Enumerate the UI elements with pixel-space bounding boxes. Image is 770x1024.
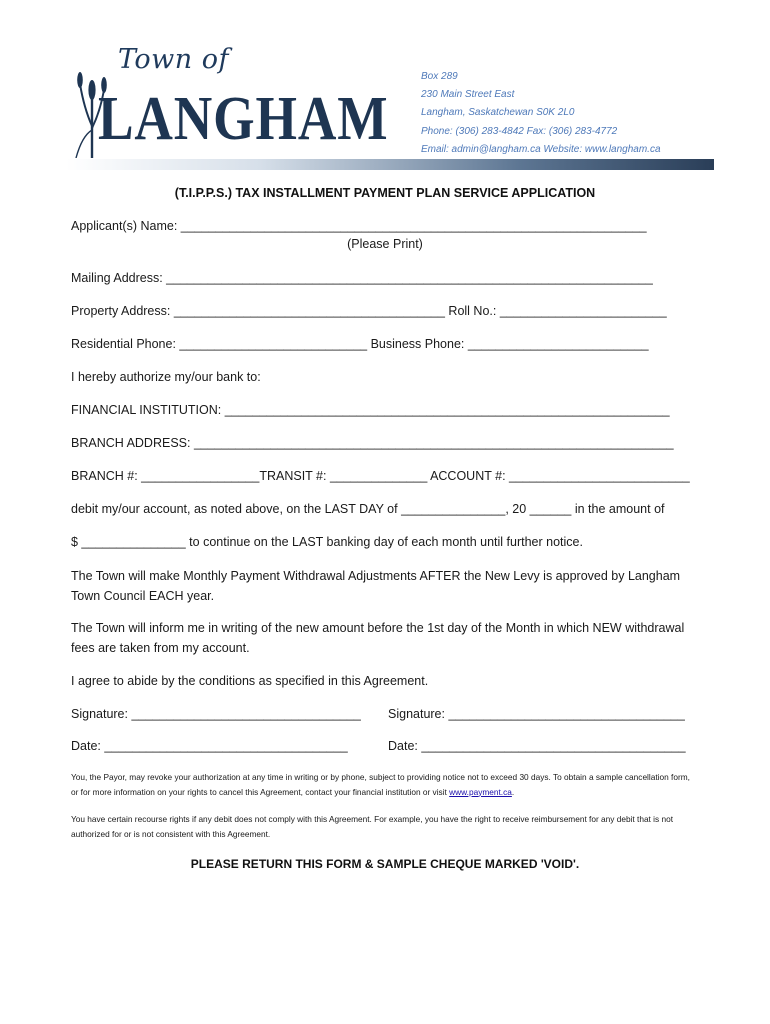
date-left-field[interactable]: Date: ___________________________________ [71, 739, 348, 753]
contact-email-website: Email: admin@langham.ca Website: www.langham.ca [421, 143, 661, 155]
property-roll-field[interactable]: Property Address: _______________________________________ Roll No.: ________________________ [71, 304, 667, 318]
financial-institution-field[interactable]: FINANCIAL INSTITUTION: ________________________________________________________________ [71, 403, 670, 417]
revoke-notice [71, 770, 696, 799]
applicant-name-field[interactable]: Applicant(s) Name: ___________________________________________________________________ [71, 219, 647, 233]
logo-town-of-text: Town of [118, 44, 229, 75]
contact-city: Langham, Saskatchewan S0K 2L0 [421, 107, 575, 119]
contact-po-box: Box 289 [421, 71, 458, 82]
contact-phone-fax: Phone: (306) 283-4842 Fax: (306) 283-4772 [421, 125, 618, 137]
recourse-notice: You have certain recourse rights if any debit does not comply with this Agreement. For example, you have the right to receive reimbursement for any debit that is not authorized for or is not consistent with this Agreement. [71, 814, 673, 839]
date-right-field[interactable]: Date: ______________________________________ [388, 739, 686, 753]
contact-block [421, 68, 661, 159]
contact-street: 230 Main Street East [421, 89, 515, 101]
mailing-address-field[interactable]: Mailing Address: ______________________________________________________________________ [71, 271, 653, 285]
form-title: (T.I.P.P.S.) TAX INSTALLMENT PAYMENT PLAN SERVICE APPLICATION [174, 186, 596, 200]
debit-date-field[interactable]: debit my/our account, as noted above, on the LAST DAY of _______________, 20 ______ in the amount of [71, 502, 665, 516]
inform-paragraph: The Town will inform me in writing of the new amount before the 1st day of the Month in which NEW withdrawal fees are taken from my account. [71, 621, 685, 655]
revoke-notice-text: You, the Payor, may revoke your authorization at any time in writing or by phone, subject to providing notice not to exceed 30 days. To obtain a sample cancellation form, or for more information on your rights to cancel this Agreement, contact your financial institution or visit [71, 772, 690, 797]
branch-transit-account-fields[interactable]: BRANCH #: _________________TRANSIT #: ______________ ACCOUNT #: __________________________ [71, 469, 690, 483]
payment-ca-link[interactable]: www.payment.ca [449, 786, 512, 797]
adjustments-paragraph: The Town will make Monthly Payment Withdrawal Adjustments AFTER the New Levy is approved by Langham Town Council EACH year. [71, 569, 681, 603]
header-gradient-band [66, 159, 714, 170]
please-print-note: (Please Print) [347, 237, 423, 251]
logo-wordmark: LANGHAM [98, 85, 389, 153]
amount-field[interactable]: $ _______________ to continue on the LAST banking day of each month until further notice. [71, 535, 583, 549]
branch-address-field[interactable]: BRANCH ADDRESS: _____________________________________________________________________ [71, 436, 674, 450]
revoke-notice-end: . [511, 786, 515, 797]
agree-statement: I agree to abide by the conditions as specified in this Agreement. [71, 674, 429, 688]
return-instructions: PLEASE RETURN THIS FORM & SAMPLE CHEQUE MARKED 'VOID'. [190, 857, 580, 871]
authorize-statement: I hereby authorize my/our bank to: [71, 370, 261, 384]
signature-right-field[interactable]: Signature: __________________________________ [388, 707, 685, 721]
phone-fields[interactable]: Residential Phone: ___________________________ Business Phone: __________________________ [71, 337, 649, 351]
signature-left-field[interactable]: Signature: _________________________________ [71, 707, 361, 721]
town-logo [72, 44, 392, 156]
